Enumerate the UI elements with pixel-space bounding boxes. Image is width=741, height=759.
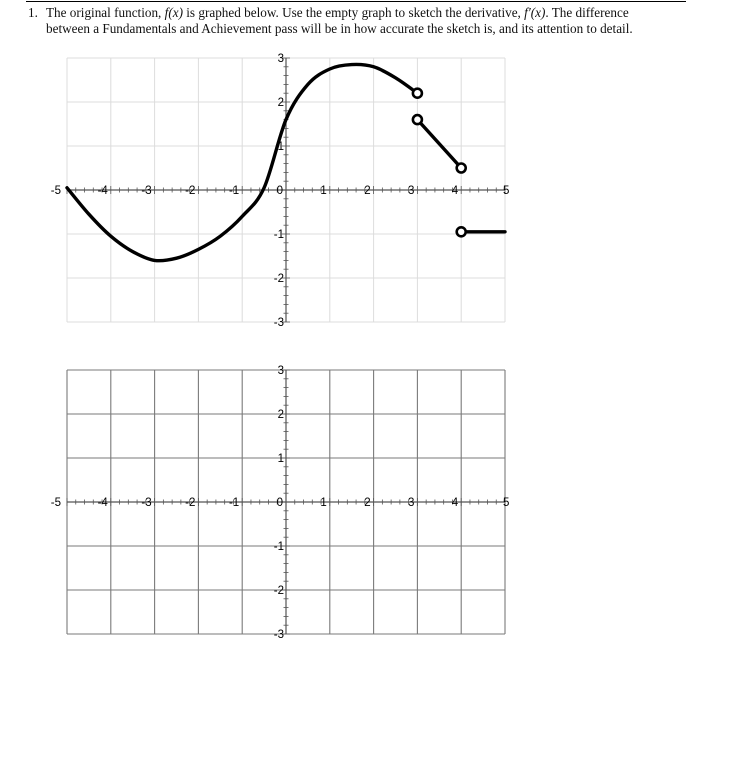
x-tick-label: 5 — [503, 185, 510, 197]
problem-text-line-1: The original function, f(x) is graphed below. Use the empty graph to sketch the derivative, f′(x). The difference — [46, 5, 629, 20]
x-tick-label: -4 — [97, 497, 108, 509]
x-tick-label: 1 — [320, 497, 327, 509]
x-tick-label: -1 — [228, 185, 240, 197]
problem-text-line-2: between a Fundamentals and Achievement pass will be in how accurate the sketch is, and its attention to detail. — [46, 21, 633, 36]
x-tick-label: 4 — [451, 497, 459, 509]
x-tick-label: 1 — [320, 185, 327, 197]
top-rule — [26, 1, 686, 2]
axes — [51, 53, 510, 329]
open-endpoint — [457, 164, 466, 173]
x-tick-label: -3 — [141, 185, 152, 197]
open-endpoint — [413, 115, 422, 124]
y-tick-label: -1 — [273, 541, 284, 553]
y-tick-label: -1 — [273, 229, 284, 241]
open-endpoint — [457, 227, 466, 236]
function-curve — [417, 120, 461, 168]
x-tick-label: -3 — [141, 497, 152, 509]
open-endpoint — [413, 89, 422, 98]
x-tick-label: 4 — [451, 185, 459, 197]
y-tick-label: 3 — [277, 365, 284, 377]
problem-number: 1. — [28, 5, 38, 20]
function-graph — [0, 50, 741, 350]
plot-frame — [51, 365, 510, 641]
derivative-sketch-graph[interactable] — [0, 362, 741, 662]
y-tick-label: 2 — [277, 409, 284, 421]
axes — [51, 365, 510, 641]
y-tick-label: 1 — [277, 453, 284, 465]
plot-frame — [51, 53, 510, 329]
x-tick-label: -5 — [50, 185, 61, 197]
y-tick-label: 1 — [277, 141, 284, 153]
function-notation: f(x) — [164, 5, 183, 20]
x-tick-label: -4 — [97, 185, 108, 197]
y-tick-label: 3 — [277, 53, 284, 65]
x-tick-label: -2 — [185, 185, 196, 197]
x-tick-label: 3 — [407, 185, 415, 197]
y-tick-label: -2 — [273, 585, 284, 597]
y-tick-label: -3 — [273, 629, 284, 641]
x-tick-label: 2 — [364, 497, 371, 509]
x-tick-label: 0 — [276, 497, 283, 509]
y-tick-label: -3 — [273, 317, 284, 329]
x-tick-label: -1 — [228, 497, 240, 509]
x-tick-label: 3 — [407, 497, 415, 509]
x-tick-label: -5 — [50, 497, 61, 509]
y-tick-label: 2 — [277, 97, 284, 109]
derivative-notation: f′(x) — [524, 5, 546, 20]
x-tick-label: -2 — [185, 497, 196, 509]
y-tick-label: -2 — [273, 273, 284, 285]
x-tick-label: 2 — [364, 185, 371, 197]
x-tick-label: 5 — [503, 497, 510, 509]
x-tick-label: 0 — [276, 185, 283, 197]
